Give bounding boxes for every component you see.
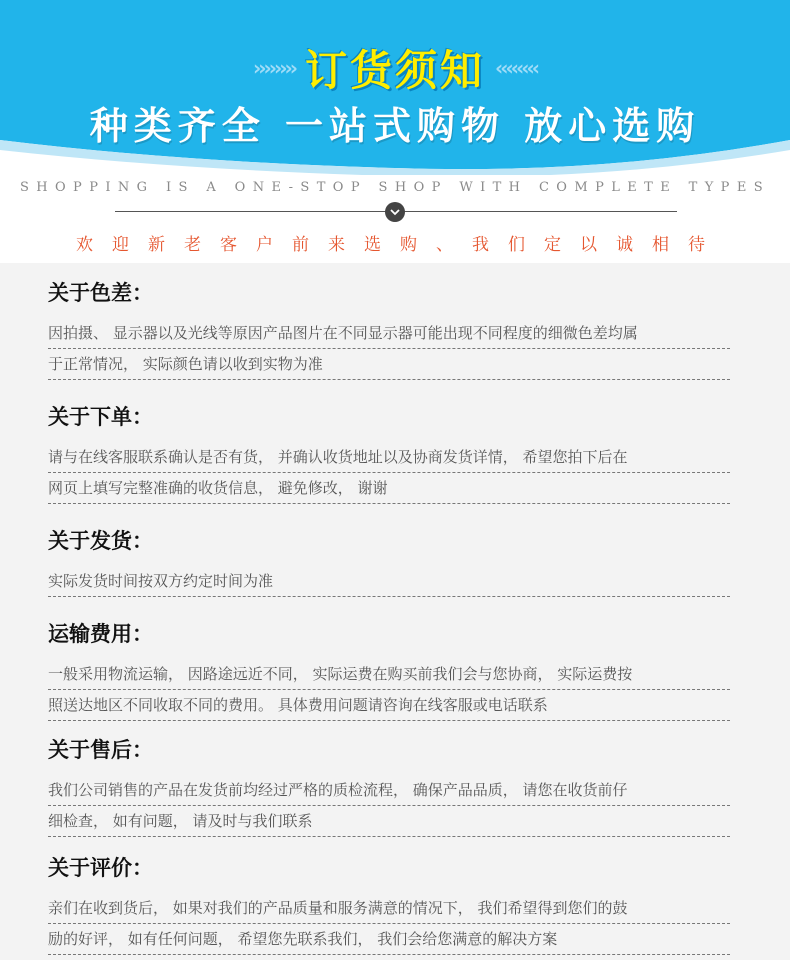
section-title: 关于下单： [48,405,153,429]
section-line: 我们公司销售的产品在发货前均经过严格的质检流程， 确保产品品质， 请您在收货前仔 [48,775,730,806]
welcome-text: 欢迎新老客户前来选购、我们定以诚相待 [76,235,724,255]
section-color-difference [48,278,730,380]
section-line: 一般采用物流运输， 因路途远近不同， 实际运费在购买前我们会与您协商， 实际运费按 [48,659,730,690]
section-reviews [48,853,730,955]
section-line: 照送达地区不同收取不同的费用。 具体费用问题请咨询在线客服或电话联系 [48,690,730,721]
section-line: 因拍摄、 显示器以及光线等原因产品图片在不同显示器可能出现不同程度的细微色差均属 [48,318,730,349]
section-line: 亲们在收到货后， 如果对我们的产品质量和服务满意的情况下， 我们希望得到您们的鼓 [48,893,730,924]
section-ordering [48,402,730,504]
section-line: 细检查， 如有问题， 请及时与我们联系 [48,806,730,837]
section-line: 励的好评， 如有任何问题， 希望您先联系我们， 我们会给您满意的解决方案 [48,924,730,955]
section-title: 关于色差： [48,281,153,305]
section-line: 实际发货时间按双方约定时间为准 [48,566,730,597]
chevrons-right-icon: ‹‹‹‹‹‹‹‹ [495,56,537,80]
page-subtitle: 种类齐全 一站式购物 放心选购 [89,104,701,148]
section-shipping [48,526,730,597]
section-title: 关于售后： [48,738,153,762]
title-row [0,38,790,98]
chevrons-left-icon: ›››››››› [253,56,295,80]
header-banner [0,0,790,175]
section-line: 于正常情况， 实际颜色请以收到实物为准 [48,349,730,380]
notice-content [0,263,790,960]
section-title: 运输费用： [48,622,153,646]
section-title: 关于发货： [48,529,153,553]
english-tagline: SHOPPING IS A ONE-STOP SHOP WITH COMPLETE TYPES [19,180,771,195]
section-line: 网页上填写完整准确的收货信息， 避免修改， 谢谢 [48,473,730,504]
chevron-down-icon [385,202,405,222]
page-title: 订货须知 [304,46,485,95]
section-after-sales [48,735,730,837]
section-line: 请与在线客服联系确认是否有货， 并确认收货地址以及协商发货详情， 希望您拍下后在 [48,442,730,473]
section-title: 关于评价： [48,856,153,880]
section-freight [48,619,730,721]
